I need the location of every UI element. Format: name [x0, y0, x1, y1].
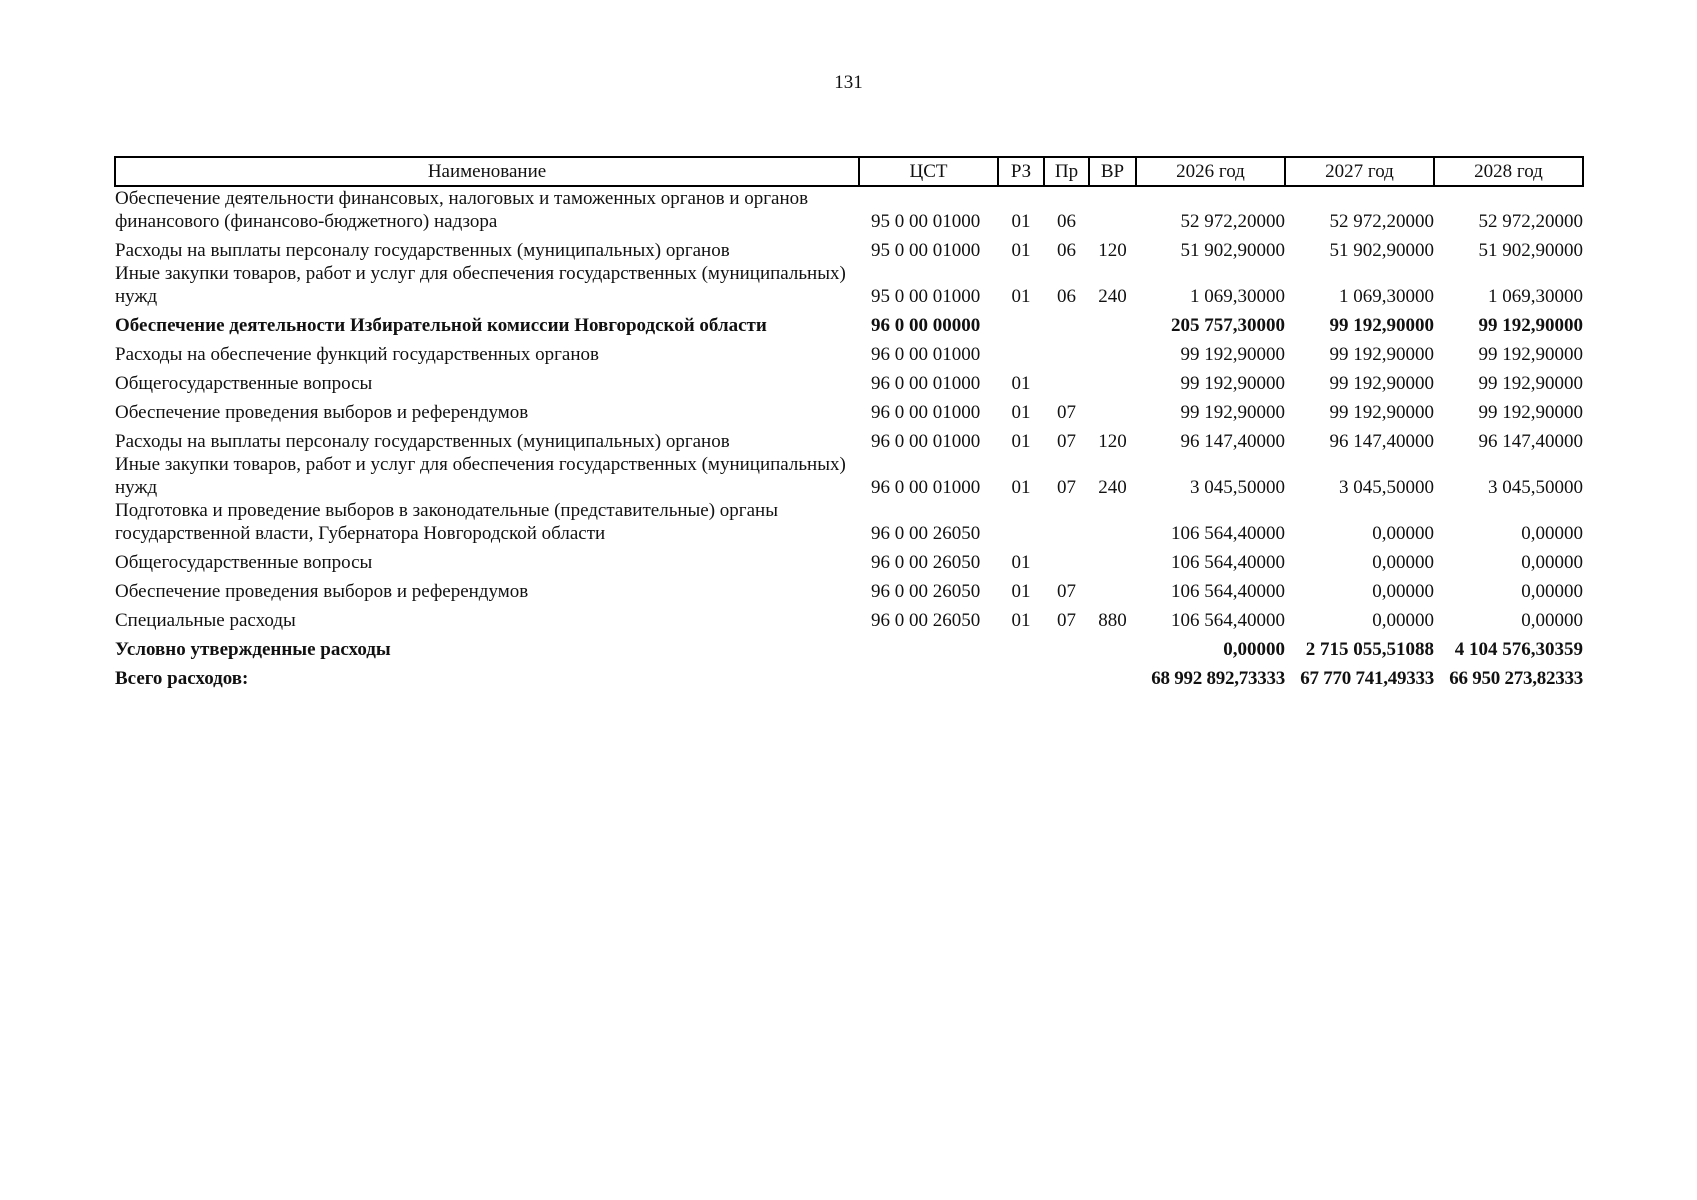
header-name: Наименование [115, 157, 859, 186]
row-2026: 1 069,30000 [1190, 286, 1285, 307]
row-cst: 95 0 00 01000 [871, 240, 981, 261]
row-vr: 240 [1098, 286, 1127, 307]
row-2026: 99 192,90000 [1180, 373, 1285, 394]
table-row [115, 545, 1583, 574]
row-2028: 96 147,40000 [1478, 431, 1583, 452]
row-name: Обеспечение проведения выборов и референдумов [115, 402, 529, 423]
row-vr: 120 [1098, 240, 1127, 261]
header-2028: 2028 год [1434, 157, 1583, 186]
table-row [115, 233, 1583, 262]
row-2026: 52 972,20000 [1180, 211, 1285, 232]
row-2028: 0,00000 [1521, 523, 1583, 544]
row-cst: 96 0 00 01000 [871, 373, 981, 394]
row-2027: 96 147,40000 [1329, 431, 1434, 452]
row-2026: 51 902,90000 [1180, 240, 1285, 261]
row-2027: 3 045,50000 [1339, 477, 1434, 498]
row-cst: 96 0 00 26050 [871, 610, 981, 631]
row-2027: 52 972,20000 [1329, 211, 1434, 232]
row-vr [1089, 337, 1136, 366]
row-rz [998, 661, 1044, 690]
row-2028: 99 192,90000 [1478, 315, 1583, 336]
row-2026: 0,00000 [1223, 639, 1285, 660]
row-pr [1044, 499, 1089, 545]
page-number: 131 [834, 72, 863, 93]
row-2028: 0,00000 [1521, 552, 1583, 573]
row-2027: 2 715 055,51088 [1305, 639, 1434, 660]
row-vr [1089, 574, 1136, 603]
table-row [115, 262, 1583, 308]
row-2027: 99 192,90000 [1329, 402, 1434, 423]
row-cst: 96 0 00 26050 [871, 523, 981, 544]
table-row [115, 308, 1583, 337]
table-row [115, 186, 1583, 233]
table-row [115, 661, 1583, 690]
row-cst: 96 0 00 01000 [871, 431, 981, 452]
row-vr: 120 [1098, 431, 1127, 452]
row-2028: 51 902,90000 [1478, 240, 1583, 261]
row-2026: 68 992 892,73333 [1151, 668, 1285, 689]
row-vr [1089, 545, 1136, 574]
row-vr [1089, 632, 1136, 661]
row-name: Расходы на выплаты персоналу государственных (муниципальных) органов [115, 431, 730, 452]
row-vr [1089, 366, 1136, 395]
row-vr [1089, 499, 1136, 545]
table-row [115, 395, 1583, 424]
row-2028: 99 192,90000 [1478, 344, 1583, 365]
table-row [115, 337, 1583, 366]
row-rz [998, 337, 1044, 366]
row-name: Всего расходов: [115, 668, 249, 689]
row-2028: 0,00000 [1521, 581, 1583, 602]
row-name: Обеспечение деятельности финансовых, налоговых и таможенных органов и органов финансового (финансово-бюджетного) надзора [115, 188, 809, 232]
row-2026: 106 564,40000 [1171, 523, 1285, 544]
row-name: Обеспечение проведения выборов и референдумов [115, 581, 529, 602]
row-cst: 95 0 00 01000 [871, 286, 981, 307]
header-2026: 2026 год [1136, 157, 1285, 186]
row-pr: 06 [1057, 240, 1076, 261]
table-row [115, 632, 1583, 661]
row-vr: 880 [1098, 610, 1127, 631]
row-name: Общегосударственные вопросы [115, 552, 373, 573]
row-rz: 01 [1011, 552, 1031, 573]
row-cst: 95 0 00 01000 [871, 211, 981, 232]
row-cst: 96 0 00 00000 [871, 315, 981, 336]
row-2026: 205 757,30000 [1171, 315, 1285, 336]
row-name: Иные закупки товаров, работ и услуг для обеспечения государственных (муниципальных) нужд [115, 454, 846, 498]
table-row [115, 574, 1583, 603]
row-2027: 1 069,30000 [1339, 286, 1434, 307]
row-rz: 01 [1011, 373, 1031, 394]
row-2027: 99 192,90000 [1329, 373, 1434, 394]
row-rz: 01 [1011, 610, 1031, 631]
row-pr [1044, 632, 1089, 661]
row-name: Условно утвержденные расходы [115, 639, 391, 660]
row-2028: 52 972,20000 [1478, 211, 1583, 232]
row-cst [859, 632, 998, 661]
table-row [115, 603, 1583, 632]
row-rz [998, 308, 1044, 337]
row-pr [1044, 661, 1089, 690]
table-row [115, 366, 1583, 395]
row-rz: 01 [1011, 477, 1031, 498]
row-2026: 96 147,40000 [1180, 431, 1285, 452]
row-2026: 3 045,50000 [1190, 477, 1285, 498]
row-2027: 99 192,90000 [1329, 344, 1434, 365]
row-pr: 07 [1057, 477, 1076, 498]
row-cst: 96 0 00 01000 [871, 477, 981, 498]
header-pr: Пр [1044, 157, 1089, 186]
row-rz: 01 [1011, 211, 1031, 232]
row-rz [998, 499, 1044, 545]
row-2028: 99 192,90000 [1478, 373, 1583, 394]
row-rz [998, 632, 1044, 661]
row-2027: 51 902,90000 [1329, 240, 1434, 261]
row-pr [1044, 308, 1089, 337]
row-2028: 1 069,30000 [1488, 286, 1583, 307]
row-cst: 96 0 00 26050 [871, 581, 981, 602]
row-name: Иные закупки товаров, работ и услуг для обеспечения государственных (муниципальных) нужд [115, 263, 846, 307]
row-2028: 99 192,90000 [1478, 402, 1583, 423]
table-row [115, 499, 1583, 545]
row-name: Обеспечение деятельности Избирательной комиссии Новгородской области [115, 315, 767, 336]
row-2026: 99 192,90000 [1180, 344, 1285, 365]
row-2027: 0,00000 [1372, 552, 1434, 573]
row-2028: 4 104 576,30359 [1454, 639, 1583, 660]
row-name: Расходы на обеспечение функций государственных органов [115, 344, 599, 365]
row-vr: 240 [1098, 477, 1127, 498]
row-2026: 106 564,40000 [1171, 581, 1285, 602]
row-pr [1044, 545, 1089, 574]
row-name: Расходы на выплаты персоналу государственных (муниципальных) органов [115, 240, 730, 261]
header-rz: РЗ [998, 157, 1044, 186]
row-rz: 01 [1011, 402, 1031, 423]
row-2026: 106 564,40000 [1171, 610, 1285, 631]
row-2027: 99 192,90000 [1329, 315, 1434, 336]
table-row [115, 424, 1583, 453]
row-vr [1089, 308, 1136, 337]
row-2026: 106 564,40000 [1171, 552, 1285, 573]
budget-table [114, 156, 1584, 690]
row-rz: 01 [1011, 581, 1031, 602]
table-row [115, 453, 1583, 499]
row-name: Подготовка и проведение выборов в законодательные (представительные) органы государственной власти, Губернатора Новгородской области [115, 500, 778, 544]
row-pr: 07 [1057, 402, 1076, 423]
header-cst: ЦСТ [859, 157, 998, 186]
row-pr [1044, 337, 1089, 366]
row-pr: 07 [1057, 581, 1076, 602]
row-cst: 96 0 00 01000 [871, 344, 981, 365]
header-row [115, 157, 1583, 186]
row-pr [1044, 366, 1089, 395]
row-pr: 06 [1057, 211, 1076, 232]
row-pr: 07 [1057, 431, 1076, 452]
row-cst: 96 0 00 01000 [871, 402, 981, 423]
row-2027: 0,00000 [1372, 523, 1434, 544]
row-name: Специальные расходы [115, 610, 296, 631]
header-2027: 2027 год [1285, 157, 1434, 186]
row-vr [1089, 395, 1136, 424]
row-rz: 01 [1011, 240, 1031, 261]
row-rz: 01 [1011, 286, 1031, 307]
row-pr: 07 [1057, 610, 1076, 631]
row-2027: 0,00000 [1372, 610, 1434, 631]
row-pr: 06 [1057, 286, 1076, 307]
row-cst [859, 661, 998, 690]
row-2027: 0,00000 [1372, 581, 1434, 602]
row-2028: 0,00000 [1521, 610, 1583, 631]
row-name: Общегосударственные вопросы [115, 373, 373, 394]
row-2028: 66 950 273,82333 [1449, 668, 1583, 689]
row-2028: 3 045,50000 [1488, 477, 1583, 498]
row-vr [1089, 186, 1136, 233]
row-vr [1089, 661, 1136, 690]
row-rz: 01 [1011, 431, 1031, 452]
row-cst: 96 0 00 26050 [871, 552, 981, 573]
header-vr: ВР [1089, 157, 1136, 186]
row-2026: 99 192,90000 [1180, 402, 1285, 423]
row-2027: 67 770 741,49333 [1300, 668, 1434, 689]
